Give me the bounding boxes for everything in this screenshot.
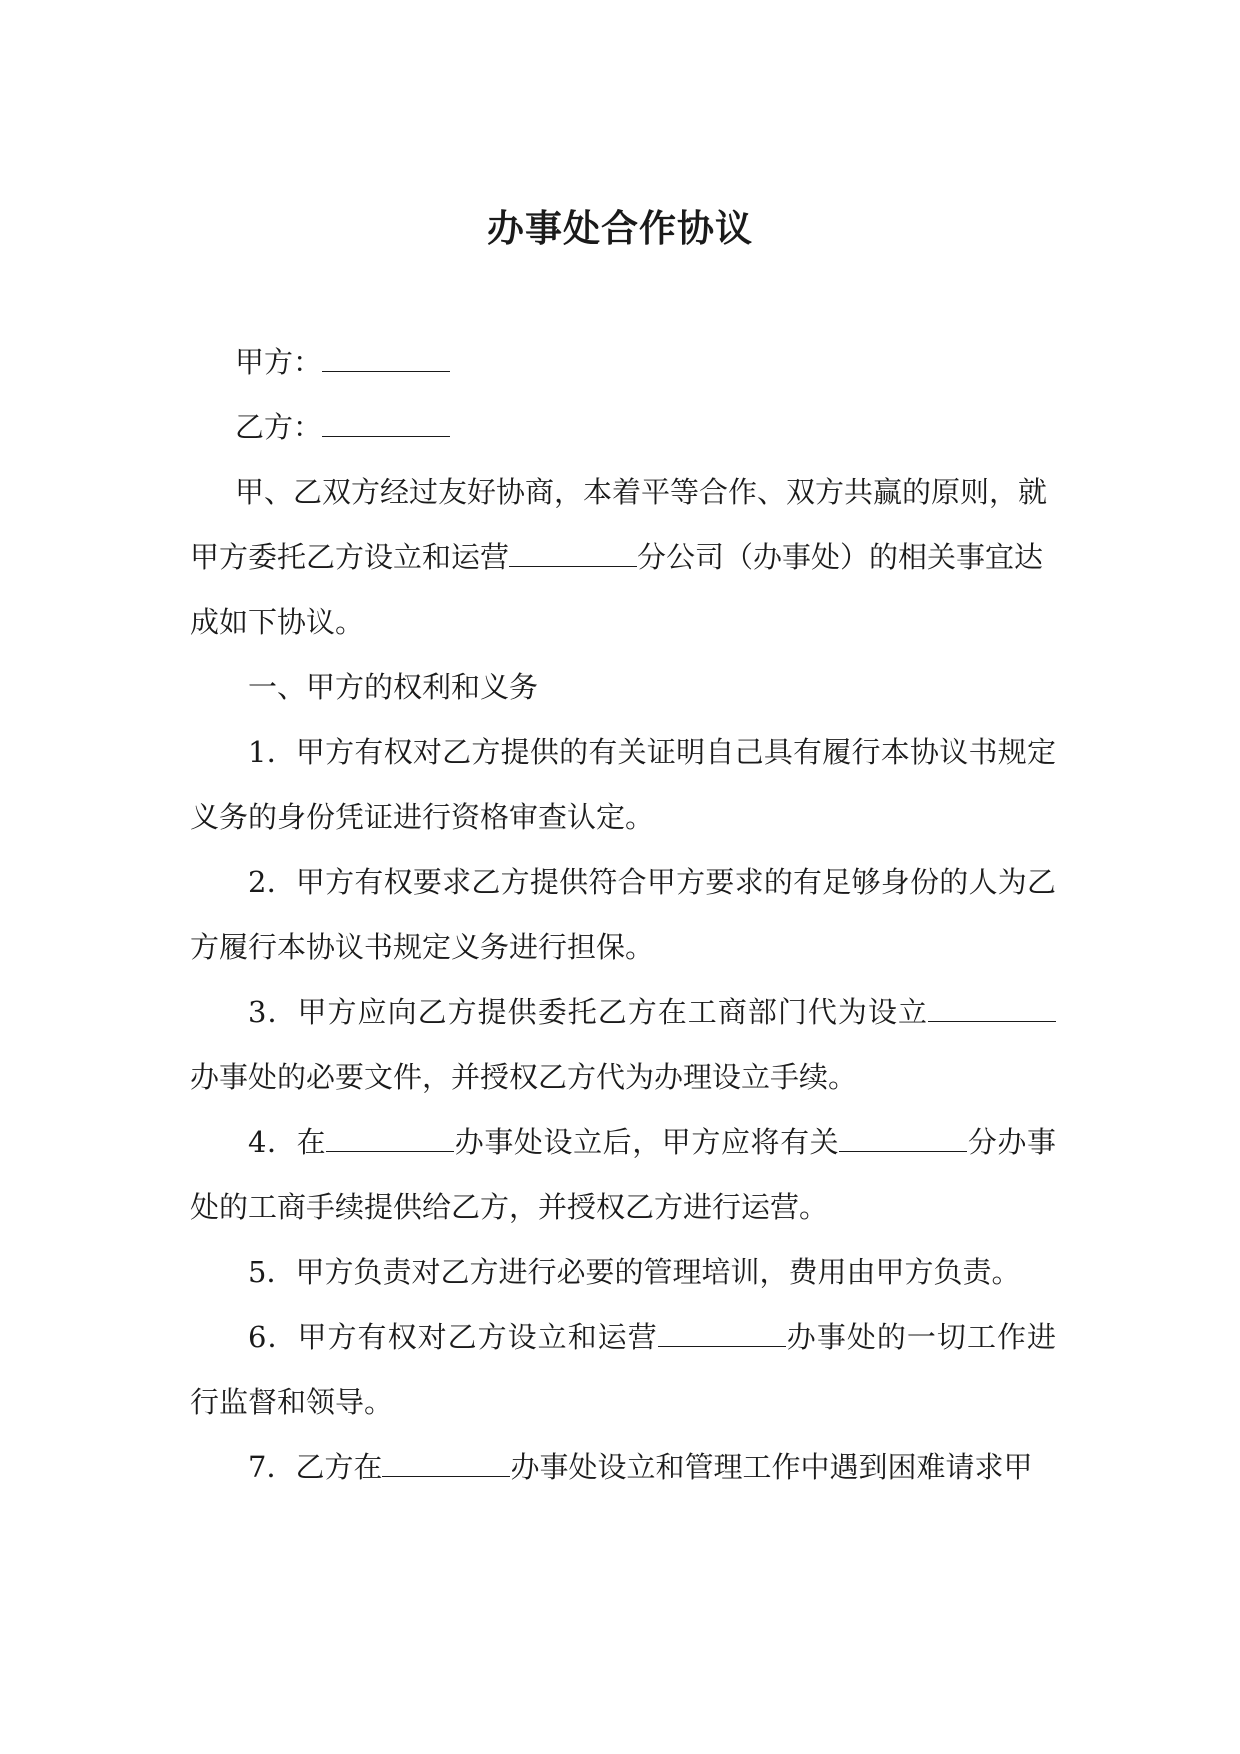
party-b-line xyxy=(190,395,1056,460)
intro-blank[interactable] xyxy=(509,542,637,567)
intro-text-2: 分公司（办事处）的相关事宜达成如下协议。 xyxy=(190,540,1044,639)
clause-4-text-2: 办事处设立后，甲方应将有关 xyxy=(454,1125,840,1159)
clause-3-text-2: 办事处的必要文件，并授权乙方代为办理设立手续。 xyxy=(190,1060,858,1094)
clause-4-blank-2[interactable] xyxy=(839,1127,967,1152)
document-body xyxy=(190,330,1056,1500)
clause-3-blank[interactable] xyxy=(928,997,1056,1022)
clause-7-text-1: 7．乙方在 xyxy=(248,1450,383,1484)
clause-3-text-1: 3．甲方应向乙方提供委托乙方在工商部门代为设立 xyxy=(248,995,928,1029)
party-b-label: 乙方： xyxy=(235,410,323,444)
clause-6 xyxy=(190,1305,1056,1435)
clause-7 xyxy=(190,1435,1056,1500)
clause-2: 2．甲方有权要求乙方提供符合甲方要求的有足够身份的人为乙方履行本协议书规定义务进行担保。 xyxy=(190,865,1056,964)
section1-heading: 一、甲方的权利和义务 xyxy=(248,670,539,704)
clause-6-text-2: 办事处的一切工作进行监督和领导。 xyxy=(190,1320,1056,1419)
party-a-label: 甲方： xyxy=(235,345,323,379)
clause-7-text-2: 办事处设立和管理工作中遇到困难请求甲 xyxy=(510,1450,1033,1484)
intro-paragraph xyxy=(190,460,1056,655)
clause-7-blank[interactable] xyxy=(382,1452,510,1477)
clause-6-text-1: 6．甲方有权对乙方设立和运营 xyxy=(248,1320,658,1354)
clause-3 xyxy=(190,980,1056,1110)
clause-4-text-3: 分办事处的工商手续提供给乙方，并授权乙方进行运营。 xyxy=(190,1125,1056,1224)
document-title: 办事处合作协议 xyxy=(487,207,753,250)
clause-4-blank-1[interactable] xyxy=(326,1127,454,1152)
clause-1: 1．甲方有权对乙方提供的有关证明自己具有履行本协议书规定义务的身份凭证进行资格审查认定。 xyxy=(190,735,1056,834)
party-a-line xyxy=(190,330,1056,395)
clause-6-blank[interactable] xyxy=(658,1322,786,1347)
clause-4 xyxy=(190,1110,1056,1240)
clause-5: 5．甲方负责对乙方进行必要的管理培训，费用由甲方负责。 xyxy=(248,1255,1021,1289)
clause-4-text-1: 4．在 xyxy=(248,1125,327,1159)
party-a-blank[interactable] xyxy=(322,347,450,372)
party-b-blank[interactable] xyxy=(322,412,450,437)
intro-text-1: 甲、乙双方经过友好协商，本着平等合作、双方共赢的原则，就甲方委托乙方设立和运营 xyxy=(190,475,1048,574)
